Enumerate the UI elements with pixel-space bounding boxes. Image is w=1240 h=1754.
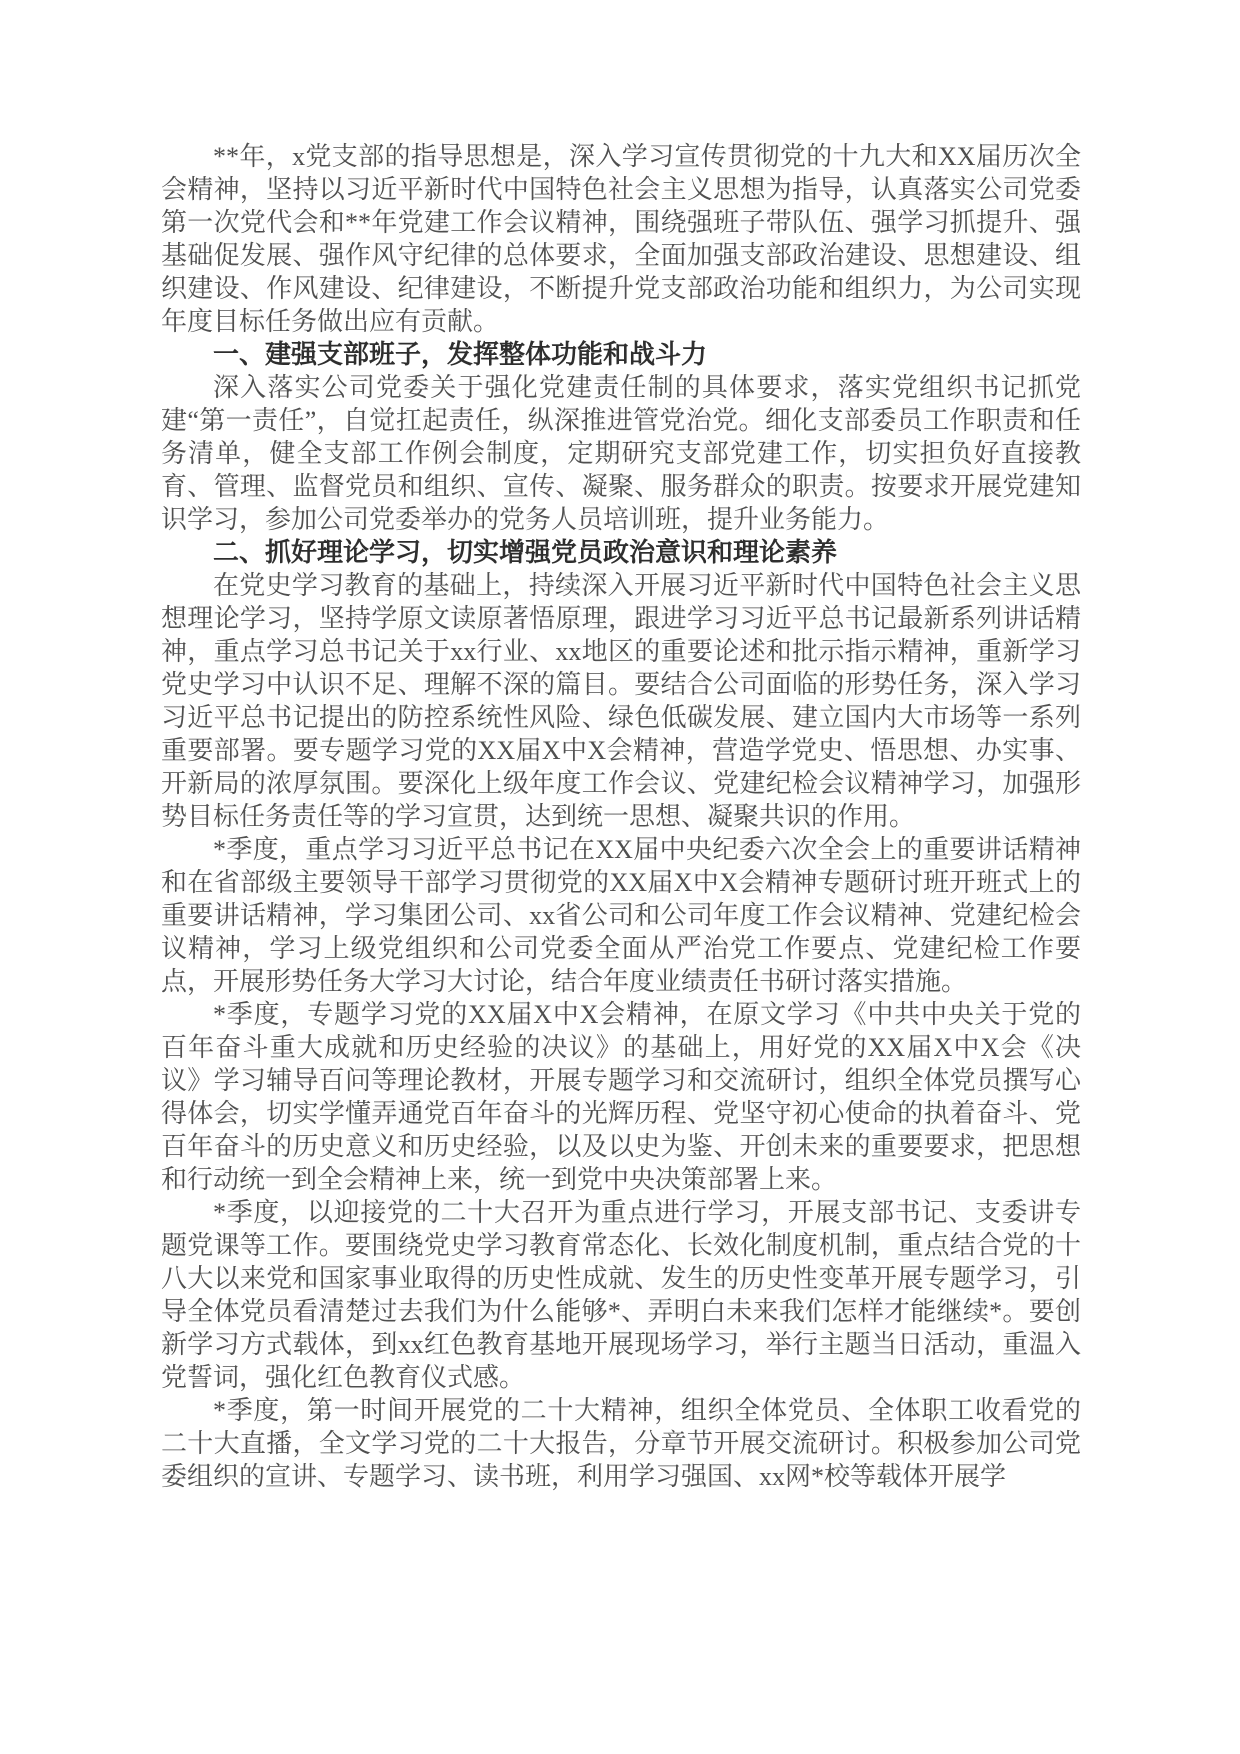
opening-paragraph: **年，x党支部的指导思想是，深入学习宣传贯彻党的十九大和XX届历次全会精神，坚持以习近平新时代中国特色社会主义思想为指导，认真落实公司党委第一次党代会和**年党建工作会议精神，围绕强班子带队伍、强学习抓提升、强基础促发展、强作风守纪律的总体要求，全面加强支部政治建设、思想建设、组织建设、作风建设、纪律建设，不断提升党支部政治功能和组织力，为公司实现年度目标任务做出应有贡献。: [161, 142, 1081, 336]
section-1-paragraph: 深入落实公司党委关于强化党建责任制的具体要求，落实党组织书记抓党建“第一责任”，自觉扛起责任，纵深推进管党治党。细化支部委员工作职责和任务清单，健全支部工作例会制度，定期研究支部党建工作，切实担负好直接教育、管理、监督党员和组织、宣传、凝聚、服务群众的职责。按要求开展党建知识学习，参加公司党委举办的党务人员培训班，提升业务能力。: [161, 373, 1081, 534]
quarter-3-paragraph: *季度，以迎接党的二十大召开为重点进行学习，开展支部书记、支委讲专题党课等工作。要围绕党史学习教育常态化、长效化制度机制，重点结合党的十八大以来党和国家事业取得的历史性成就、发生的历史性变革开展专题学习，引导全体党员看清楚过去我们为什么能够*、弄明白未来我们怎样才能继续*。要创新学习方式载体，到xx红色教育基地开展现场学习，举行主题当日活动，重温入党誓词，强化红色教育仪式感。: [161, 1198, 1081, 1392]
quarter-2-paragraph: *季度，专题学习党的XX届X中X会精神，在原文学习《中共中央关于党的百年奋斗重大成就和历史经验的决议》的基础上，用好党的XX届X中X会《决议》学习辅导百问等理论教材，开展专题学习和交流研讨，组织全体党员撰写心得体会，切实学懂弄通党百年奋斗的光辉历程、党坚守初心使命的执着奋斗、党百年奋斗的历史意义和历史经验，以及以史为鉴、开创未来的重要要求，把思想和行动统一到全会精神上来，统一到党中央决策部署上来。: [161, 1000, 1081, 1194]
quarter-4-paragraph: *季度，第一时间开展党的二十大精神，组织全体党员、全体职工收看党的二十大直播，全文学习党的二十大报告，分章节开展交流研讨。积极参加公司党委组织的宣讲、专题学习、读书班，利用学习强国、xx网*校等载体开展学: [161, 1396, 1081, 1491]
document-text-block: [161, 140, 1081, 1493]
section-1-heading: 一、建强支部班子，发挥整体功能和战斗力: [213, 339, 708, 369]
section-2-intro-paragraph: 在党史学习教育的基础上，持续深入开展习近平新时代中国特色社会主义思想理论学习，坚持学原文读原著悟原理，跟进学习习近平总书记最新系列讲话精神，重点学习总书记关于xx行业、xx地区的重要论述和批示指示精神，重新学习党史学习中认识不足、理解不深的篇目。要结合公司面临的形势任务，深入学习习近平总书记提出的防控系统性风险、绿色低碳发展、建立国内大市场等一系列重要部署。要专题学习党的XX届X中X会精神，营造学党史、悟思想、办实事、开新局的浓厚氛围。要深化上级年度工作会议、党建纪检会议精神学习，加强形势目标任务责任等的学习宣贯，达到统一思想、凝聚共识的作用。: [161, 571, 1081, 831]
quarter-1-paragraph: *季度，重点学习习近平总书记在XX届中央纪委六次全会上的重要讲话精神和在省部级主要领导干部学习贯彻党的XX届X中X会精神专题研讨班开班式上的重要讲话精神，学习集团公司、xx省公司和公司年度工作会议精神、党建纪检会议精神，学习上级党组织和公司党委全面从严治党工作要点、党建纪检工作要点，开展形势任务大学习大讨论，结合年度业绩责任书研讨落实措施。: [161, 835, 1081, 996]
section-2-heading: 二、抓好理论学习，切实增强党员政治意识和理论素养: [213, 537, 838, 567]
